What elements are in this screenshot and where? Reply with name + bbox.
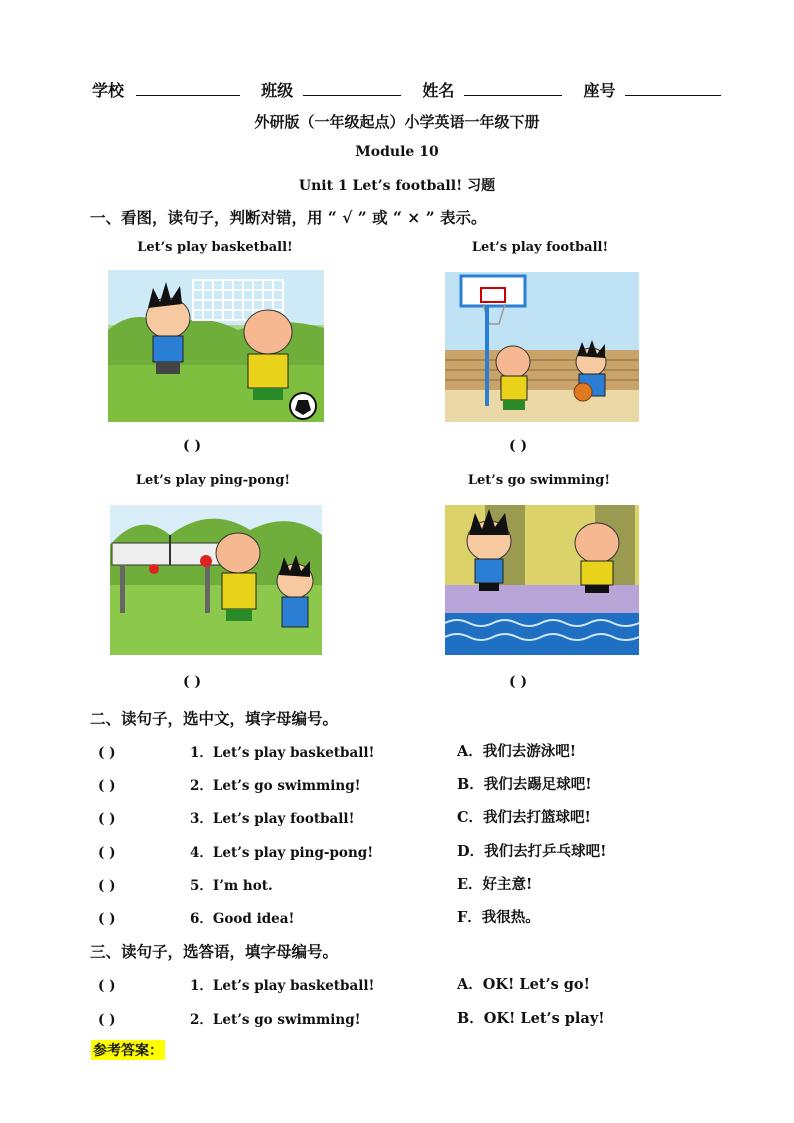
s3-sentence-1: 1．Let’s play basketball! bbox=[190, 978, 375, 994]
class-label: 班级 bbox=[261, 81, 294, 100]
s2-row-1 bbox=[98, 741, 374, 761]
s2-row-4 bbox=[98, 841, 373, 861]
s2-option-a: A．我们去游泳吧! bbox=[457, 743, 577, 760]
basketball-court-picture bbox=[445, 272, 639, 422]
s2-paren-2[interactable]: ( ) bbox=[98, 778, 116, 794]
swimming-pool-picture bbox=[445, 505, 639, 655]
caption-1: Let’s play basketball! bbox=[137, 240, 293, 255]
s2-paren-1[interactable]: ( ) bbox=[98, 745, 116, 761]
section2-heading: 二、读句子，选中文，填字母编号。 bbox=[90, 709, 339, 728]
ping-pong-picture bbox=[110, 505, 322, 655]
answer-paren-2[interactable]: ( ) bbox=[509, 438, 528, 454]
s2-paren-5[interactable]: ( ) bbox=[98, 878, 116, 894]
football-field-picture bbox=[108, 270, 324, 422]
name-label: 姓名 bbox=[422, 81, 455, 100]
s3-sentence-2: 2．Let’s go swimming! bbox=[190, 1012, 361, 1028]
s3-row-2 bbox=[98, 1008, 361, 1028]
s2-option-f: F．我很热。 bbox=[457, 909, 540, 926]
s2-sentence-3: 3．Let’s play football! bbox=[190, 811, 355, 827]
s2-row-5 bbox=[98, 874, 273, 894]
s2-option-b: B．我们去踢足球吧! bbox=[457, 776, 592, 793]
unit-title: Unit 1 Let’s football! 习题 bbox=[298, 178, 496, 194]
s2-option-e: E．好主意! bbox=[457, 876, 533, 893]
class-blank[interactable] bbox=[303, 81, 401, 96]
s2-sentence-6: 6．Good idea! bbox=[190, 911, 295, 927]
school-label: 学校 bbox=[92, 81, 125, 100]
s3-paren-1[interactable]: ( ) bbox=[98, 978, 116, 994]
s2-row-6 bbox=[98, 907, 294, 927]
s2-paren-6[interactable]: ( ) bbox=[98, 911, 116, 927]
s2-sentence-4: 4．Let’s play ping-pong! bbox=[190, 845, 374, 861]
s3-option-b: B．OK! Let’s play! bbox=[457, 1010, 605, 1027]
caption-2: Let’s play football! bbox=[471, 240, 609, 255]
answer-paren-3[interactable]: ( ) bbox=[183, 674, 202, 690]
s2-paren-4[interactable]: ( ) bbox=[98, 845, 116, 861]
section3-heading: 三、读句子，选答语，填字母编号。 bbox=[90, 942, 339, 961]
school-blank[interactable] bbox=[136, 81, 240, 96]
caption-4: Let’s go swimming! bbox=[467, 473, 611, 488]
seat-label: 座号 bbox=[583, 81, 616, 100]
section1-heading: 一、看图，读句子，判断对错，用 “ √ ” 或 “ × ” 表示。 bbox=[90, 208, 487, 227]
book-title: 外研版（一年级起点）小学英语一年级下册 bbox=[254, 113, 540, 131]
s2-sentence-1: 1．Let’s play basketball! bbox=[190, 745, 375, 761]
s3-option-a: A．OK! Let’s go! bbox=[457, 976, 590, 993]
answer-paren-1[interactable]: ( ) bbox=[183, 438, 202, 454]
s2-sentence-2: 2．Let’s go swimming! bbox=[190, 778, 361, 794]
s3-paren-2[interactable]: ( ) bbox=[98, 1012, 116, 1028]
answer-key-label: 参考答案： bbox=[91, 1040, 165, 1060]
s2-option-d: D．我们去打乒乓球吧! bbox=[457, 843, 607, 860]
s2-paren-3[interactable]: ( ) bbox=[98, 811, 116, 827]
answer-paren-4[interactable]: ( ) bbox=[509, 674, 528, 690]
s3-row-1 bbox=[98, 974, 374, 994]
module-title: Module 10 bbox=[355, 144, 439, 160]
s2-row-3 bbox=[98, 807, 355, 827]
s2-sentence-5: 5．I’m hot. bbox=[190, 878, 273, 894]
s2-row-2 bbox=[98, 774, 361, 794]
caption-3: Let’s play ping-pong! bbox=[135, 473, 291, 488]
student-info-line bbox=[92, 78, 721, 101]
name-blank[interactable] bbox=[464, 81, 562, 96]
s2-option-c: C．我们去打篮球吧! bbox=[457, 809, 591, 826]
seat-blank[interactable] bbox=[625, 81, 721, 96]
